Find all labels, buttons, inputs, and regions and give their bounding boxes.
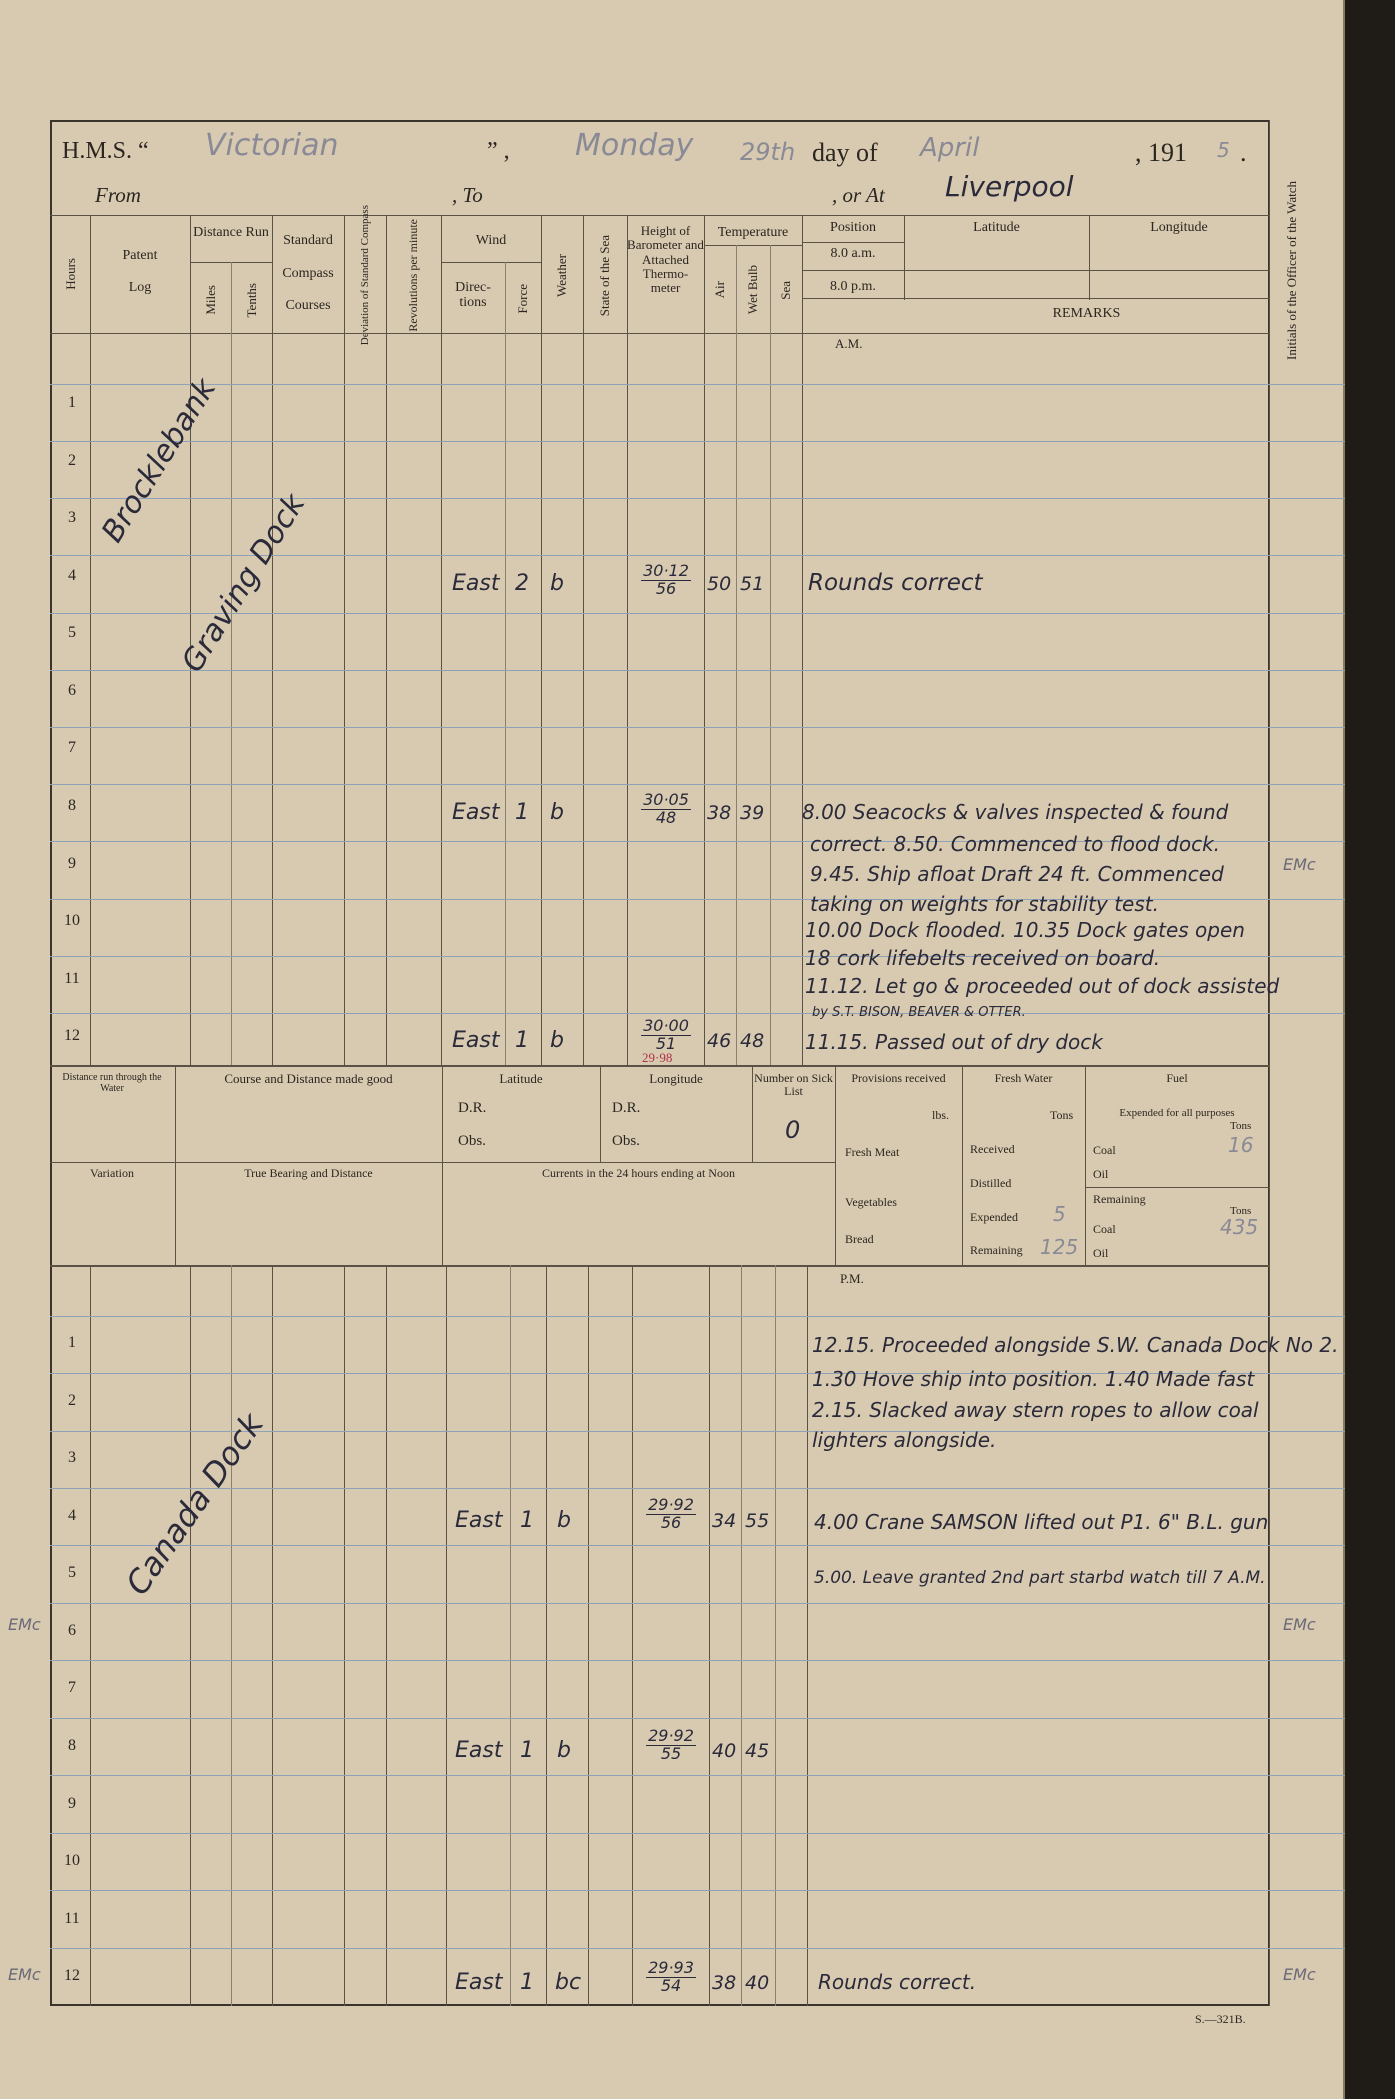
pm-label: P.M. (840, 1271, 864, 1286)
col-state-of-sea: State of the Sea (597, 234, 612, 317)
fuel-oil-rem: Oil (1093, 1246, 1109, 1260)
am-hour: 4 (68, 567, 76, 584)
sick-list-value: 0 (785, 1116, 801, 1144)
provisions-received: Provisions received (851, 1071, 946, 1085)
am-initials: EMc (1283, 855, 1316, 874)
pm-hour: 8 (68, 1737, 76, 1754)
col-patent: Patent (122, 248, 158, 263)
pm-hour: 6 (68, 1622, 76, 1639)
am-hour: 10 (64, 912, 80, 929)
pm-hour: 12 (64, 1967, 80, 1984)
fuel-coal: Coal (1093, 1143, 1116, 1157)
mid-latitude: Latitude (499, 1071, 543, 1086)
pm-remark: 4.00 Crane SAMSON lifted out P1. 6" B.L. gun (814, 1510, 1269, 1534)
pm-hour: 3 (68, 1449, 76, 1466)
pm-initials-left-12: EMc (8, 1965, 41, 1984)
col-courses: Courses (285, 298, 331, 313)
pm-hour: 11 (64, 1910, 80, 1927)
col-deviation: Deviation of Standard Compass (359, 205, 371, 346)
am-hour: 11 (64, 970, 80, 987)
hms-label: H.M.S. “ (62, 138, 149, 164)
am-remark: by S.T. BISON, BEAVER & OTTER. (812, 1005, 1026, 1020)
close-quote: ” , (487, 138, 510, 164)
am-baro-correction: 29·98 (642, 1050, 673, 1065)
variation: Variation (90, 1166, 134, 1180)
fresh-meat: Fresh Meat (845, 1145, 900, 1159)
am-location-line2: Graving Dock (175, 487, 313, 679)
am-remark: taking on weights for stability test. (810, 892, 1159, 916)
am-hour: 5 (68, 624, 76, 641)
col-remarks: REMARKS (1052, 306, 1121, 321)
col-latitude: Latitude (973, 220, 1020, 235)
am-label: A.M. (835, 336, 863, 351)
fuel-oil: Oil (1093, 1167, 1109, 1181)
pm-initials: EMc (1283, 1615, 1316, 1634)
long-obs: Obs. (612, 1133, 640, 1149)
am-wet-12: 48 (740, 1030, 765, 1052)
am-wind-4: East (452, 571, 500, 596)
pm-baro-12: $\frac{29\cdot 93}{54}$ (648, 1958, 694, 1995)
mid-longitude: Longitude (649, 1071, 703, 1086)
col-barometer: Height of Barometer and Attached Thermo- meter (627, 223, 704, 296)
pm-wet-12: 40 (745, 1972, 770, 1994)
year-suffix: 5 (1217, 138, 1230, 162)
ship-name: Victorian (205, 128, 339, 163)
am-force-12: 1 (515, 1028, 529, 1053)
fuel-remaining: Remaining (1093, 1192, 1146, 1206)
pm-hour: 10 (64, 1852, 80, 1869)
lat-obs: Obs. (458, 1133, 486, 1149)
position-am: 8.0 a.m. (830, 246, 876, 261)
pm-hour: 2 (68, 1392, 76, 1409)
col-weather: Weather (554, 254, 569, 297)
fuel-coal-rem: Coal (1093, 1222, 1116, 1236)
am-remark: Rounds correct (808, 570, 983, 596)
pm-air-12: 38 (712, 1972, 737, 1994)
am-force-4: 2 (515, 571, 529, 596)
am-hour: 1 (68, 394, 76, 411)
col-sea: Sea (778, 280, 793, 300)
pm-remark: 5.00. Leave granted 2nd part starbd watch till 7 A.M. (814, 1568, 1266, 1588)
water-expended-value: 5 (1053, 1202, 1066, 1226)
col-air: Air (712, 281, 727, 299)
place: Liverpool (945, 170, 1074, 203)
true-bearing: True Bearing and Distance (244, 1166, 373, 1180)
am-hour: 3 (68, 509, 76, 526)
am-wind-8: East (452, 800, 500, 825)
pm-wet-4: 55 (745, 1510, 770, 1532)
col-force: Force (515, 284, 530, 314)
pm-baro-8: $\frac{29\cdot 92}{55}$ (648, 1726, 694, 1763)
am-weather-8: b (550, 800, 564, 825)
pm-remark: lighters alongside. (812, 1428, 997, 1452)
pm-weather-4: b (557, 1508, 571, 1533)
pm-air-8: 40 (712, 1740, 737, 1762)
pm-baro-4: $\frac{29\cdot 92}{56}$ (648, 1495, 694, 1532)
am-remark: 18 cork lifebelts received on board. (805, 946, 1161, 970)
pm-hour: 7 (68, 1679, 76, 1696)
course-distance: Course and Distance made good (224, 1071, 393, 1086)
provisions-lbs: lbs. (932, 1108, 950, 1122)
pm-remark: 12.15. Proceeded alongside S.W. Canada Dock No 2. (812, 1333, 1339, 1357)
am-air-12: 46 (707, 1030, 732, 1052)
am-remark: 10.00 Dock flooded. 10.35 Dock gates open (805, 918, 1245, 942)
day-number: 29th (740, 138, 796, 166)
am-remark: 11.12. Let go & proceeded out of dock assisted (805, 974, 1280, 998)
col-longitude: Longitude (1150, 220, 1208, 235)
position-pm: 8.0 p.m. (830, 279, 876, 294)
water-distilled: Distilled (970, 1176, 1012, 1190)
pm-wind-4: East (455, 1508, 503, 1533)
col-tenths: Tenths (243, 282, 259, 318)
lat-dr: D.R. (458, 1100, 487, 1116)
month: April (920, 133, 980, 163)
water-expended: Expended (970, 1210, 1018, 1224)
am-hour: 8 (68, 797, 76, 814)
col-standard: Standard (283, 233, 333, 248)
am-remark: 9.45. Ship afloat Draft 24 ft. Commenced (810, 862, 1224, 886)
pm-remark: Rounds correct. (818, 1970, 977, 1994)
am-remark: 8.00 Seacocks & valves inspected & found (802, 800, 1229, 824)
am-weather-4: b (550, 571, 564, 596)
pm-weather-12: bc (555, 1970, 582, 1995)
pm-hour: 1 (68, 1334, 76, 1351)
day-of-label: day of (812, 138, 878, 167)
col-log: Log (128, 280, 152, 295)
pm-force-4: 1 (520, 1508, 534, 1533)
pm-remark: 2.15. Slacked away stern ropes to allow coal (812, 1398, 1259, 1422)
col-initials: Initials of the Officer of the Watch (1284, 180, 1299, 360)
pm-air-4: 34 (712, 1510, 737, 1532)
sick-list: Number on Sick List (754, 1071, 833, 1099)
col-distance-run: Distance Run (193, 225, 269, 240)
col-directions: Direc- tions (455, 280, 491, 311)
or-at-label: , or At (832, 183, 885, 207)
am-hour: 7 (68, 739, 76, 756)
binding-edge (1345, 0, 1395, 2099)
col-miles: Miles (202, 285, 218, 315)
water-received: Received (970, 1142, 1015, 1156)
col-wind: Wind (475, 233, 507, 248)
fuel: Fuel (1166, 1071, 1188, 1085)
col-position: Position (830, 220, 876, 235)
am-air-8: 38 (707, 802, 732, 824)
year-prefix: , 191 (1135, 138, 1187, 167)
fuel-coal-expended: 16 (1228, 1133, 1254, 1157)
header-rule (50, 215, 1270, 216)
am-wet-8: 39 (740, 802, 765, 824)
col-compass: Compass (282, 266, 334, 281)
pm-initials-left: EMc (8, 1615, 41, 1634)
long-dr: D.R. (612, 1100, 641, 1116)
am-remark: correct. 8.50. Commenced to flood dock. (810, 832, 1221, 856)
am-hour: 6 (68, 682, 76, 699)
pm-wind-8: East (455, 1738, 503, 1763)
col-wet-bulb: Wet Bulb (745, 265, 760, 315)
pm-weather-8: b (557, 1738, 571, 1763)
weekday: Monday (575, 128, 694, 163)
distance-run-water: Distance run through the Water (62, 1072, 162, 1094)
vegetables: Vegetables (845, 1195, 897, 1209)
pm-initials-12: EMc (1283, 1965, 1316, 1984)
fuel-tons: Tons (1230, 1120, 1252, 1132)
col-hours: Hours (63, 258, 78, 290)
pm-hour: 9 (68, 1795, 76, 1812)
am-hour: 2 (68, 452, 76, 469)
am-hour: 12 (64, 1027, 80, 1044)
pm-remark: 1.30 Hove ship into position. 1.40 Made fast (812, 1367, 1255, 1391)
year-dot: . (1240, 138, 1247, 167)
col-temperature: Temperature (717, 225, 789, 240)
am-force-8: 1 (515, 800, 529, 825)
am-baro-12: $\frac{30\cdot 00}{51}$ (643, 1016, 689, 1053)
water-tons: Tons (1050, 1108, 1074, 1122)
am-air-4: 50 (707, 573, 732, 595)
pm-hour: 4 (68, 1507, 76, 1524)
water-remaining: Remaining (970, 1243, 1023, 1257)
from-label: From (95, 183, 141, 207)
pm-force-12: 1 (520, 1970, 534, 1995)
am-location-line1: Brocklebank (95, 372, 224, 549)
pm-force-8: 1 (520, 1738, 534, 1763)
water-remaining-value: 125 (1040, 1235, 1079, 1259)
am-remark: 11.15. Passed out of dry dock (805, 1030, 1103, 1054)
pm-hour: 5 (68, 1564, 76, 1581)
fresh-water: Fresh Water (994, 1071, 1053, 1085)
am-wet-4: 51 (740, 573, 765, 595)
pm-wet-8: 45 (745, 1740, 770, 1762)
am-weather-12: b (550, 1028, 564, 1053)
am-baro-4: $\frac{30\cdot 12}{56}$ (643, 561, 689, 598)
fuel-tons-rem: Tons (1230, 1205, 1252, 1217)
pm-wind-12: East (455, 1970, 503, 1995)
fuel-expended-all: Expended for all purposes (1119, 1107, 1235, 1119)
am-baro-8: $\frac{30\cdot 05}{48}$ (643, 790, 689, 827)
col-revolutions: Revolutions per minute (406, 219, 420, 332)
am-hour: 9 (68, 855, 76, 872)
fuel-coal-remaining: 435 (1220, 1215, 1259, 1239)
bread: Bread (845, 1232, 874, 1246)
am-wind-12: East (452, 1028, 500, 1053)
form-number: S.—321B. (1195, 2012, 1246, 2026)
currents: Currents in the 24 hours ending at Noon (542, 1166, 735, 1180)
pm-location: Canada Dock (118, 1406, 271, 1602)
to-label: , To (452, 183, 483, 207)
